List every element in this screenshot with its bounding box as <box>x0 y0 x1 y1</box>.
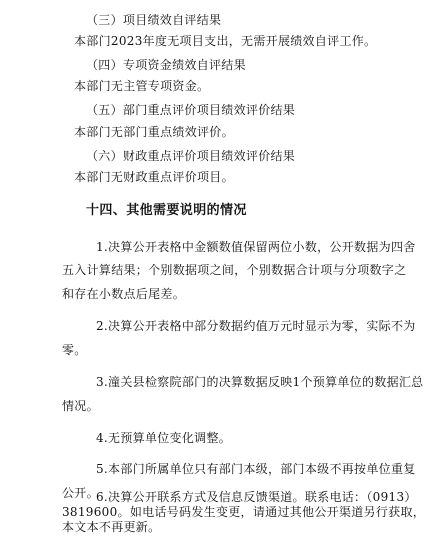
item-1-line-2: 五入计算结果；个别数据项之间，个别数据合计项与分项数字之 <box>62 263 407 277</box>
item-1-line-3: 和存在小数点后尾差。 <box>62 287 186 301</box>
item-1-line-1: 1.决算公开表格中金额数值保留两位小数，公开数据为四舍 <box>96 240 416 254</box>
item-6-line-2: 3819600。如电话号码发生变更，请通过其他公开渠道另行获取， <box>62 505 426 519</box>
item-5-line-1: 5.本部门所属单位只有部门本级，部门本级不再按单位重复 <box>96 462 416 476</box>
section-3-body: 本部门2023年度无项目支出，无需开展绩效自评工作。 <box>74 34 377 48</box>
item-6-line-3: 本文本不再更新。 <box>62 520 161 534</box>
section-5-body: 本部门无部门重点绩效评价。 <box>74 125 234 139</box>
item-2-line-2: 零。 <box>62 343 87 357</box>
section-4-body: 本部门无主管专项资金。 <box>74 79 210 93</box>
item-2-line-1: 2.决算公开表格中部分数据约值万元时显示为零，实际不为 <box>96 319 416 333</box>
item-5-line-2: 公开。 <box>62 486 99 500</box>
item-4-line-1: 4.无预算单位变化调整。 <box>96 431 232 445</box>
section-3-heading: （三）项目绩效自评结果 <box>86 13 222 27</box>
section-5-heading: （五）部门重点评价项目绩效评价结果 <box>86 103 296 117</box>
chapter-title: 十四、其他需要说明的情况 <box>86 203 247 218</box>
section-6-heading: （六）财政重点评价项目绩效评价结果 <box>86 149 296 163</box>
item-3-line-1: 3.潼关县检察院部门的决算数据反映1个预算单位的数据汇总 <box>96 375 424 389</box>
item-6-line-1: 6.决算公开联系方式及信息反馈渠道。联系电话：（0913） <box>96 490 417 504</box>
item-3-line-2: 情况。 <box>62 399 99 413</box>
section-6-body: 本部门无财政重点评价项目。 <box>74 170 234 184</box>
section-4-heading: （四）专项资金绩效自评结果 <box>86 58 246 72</box>
